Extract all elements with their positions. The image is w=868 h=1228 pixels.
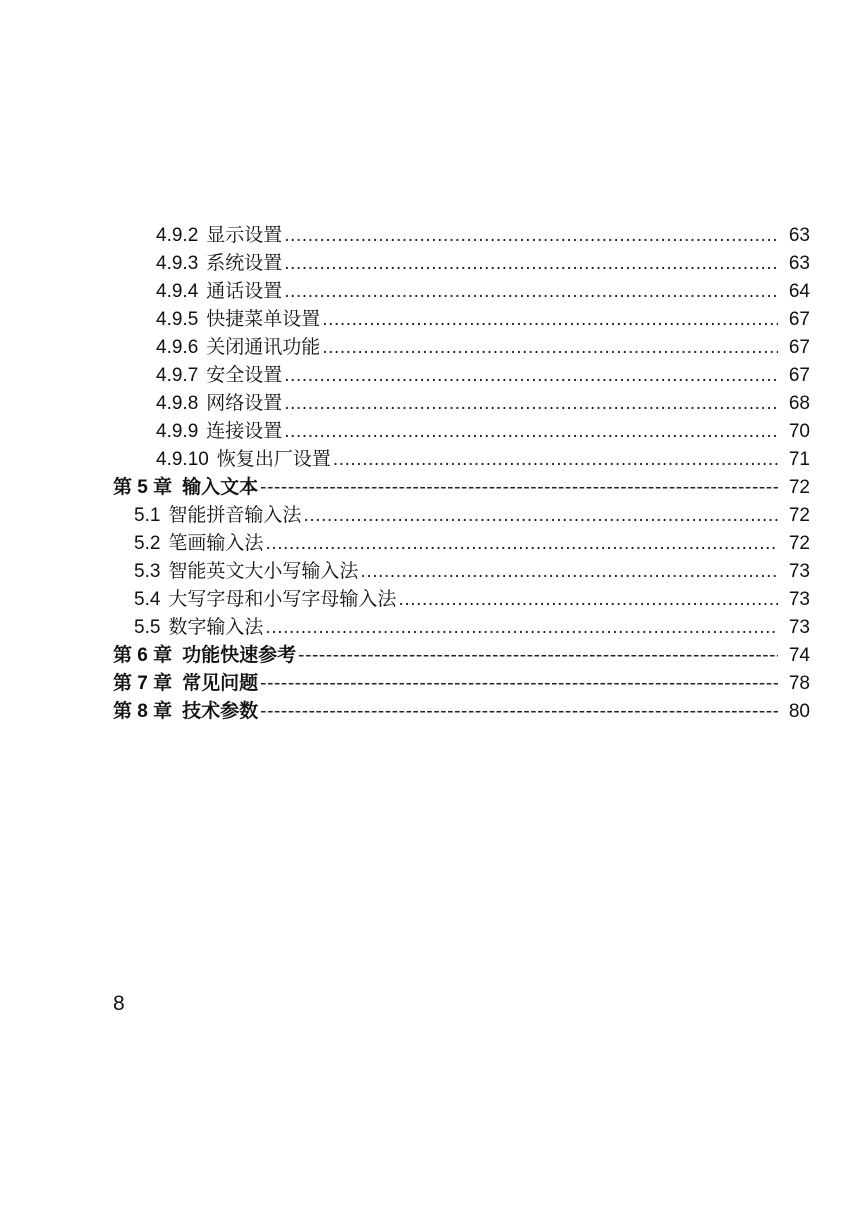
entry-number: 4.9.5 [156,309,199,330]
entry-title: 智能英文大小写输入法 [168,561,359,582]
toc-entry-4-9-2[interactable] [0,222,868,250]
entry-title: 数字输入法 [168,617,264,638]
entry-title: 关闭通讯功能 [206,337,321,358]
dot-leader [284,222,778,250]
entry-title: 快捷菜单设置 [206,309,321,330]
dot-leader [322,334,778,362]
dot-leader [360,558,778,586]
entry-page: 67 [788,337,810,358]
dot-leader [265,614,778,642]
entry-title: 网络设置 [206,393,283,414]
entry-page: 72 [788,505,810,526]
toc-entry-5-5[interactable] [0,614,868,642]
toc-entry-4-9-6[interactable] [0,334,868,362]
entry-number: 5.5 [134,617,161,638]
toc-entry-chapter-8[interactable] [0,698,868,726]
entry-title: 功能快速参考 [182,645,297,666]
entry-page: 73 [788,589,810,610]
entry-number: 4.9.2 [156,225,199,246]
entry-number: 第 7 章 [113,673,173,694]
toc-entry-4-9-8[interactable] [0,390,868,418]
toc-entry-4-9-9[interactable] [0,418,868,446]
entry-number: 5.4 [134,589,161,610]
toc-entry-5-3[interactable] [0,558,868,586]
toc-entry-5-1[interactable] [0,502,868,530]
dash-leader [260,670,778,698]
entry-title: 系统设置 [206,253,283,274]
toc-entry-4-9-7[interactable] [0,362,868,390]
toc-entry-5-4[interactable] [0,586,868,614]
entry-title: 恢复出厂设置 [216,449,331,470]
entry-title: 输入文本 [182,477,259,498]
entry-page: 73 [788,561,810,582]
entry-number: 4.9.4 [156,281,199,302]
entry-page: 67 [788,309,810,330]
entry-page: 63 [788,225,810,246]
table-of-contents [0,222,868,726]
entry-page: 72 [788,477,810,498]
entry-number: 4.9.6 [156,337,199,358]
toc-entry-4-9-5[interactable] [0,306,868,334]
dot-leader [322,306,778,334]
entry-title: 技术参数 [182,701,259,722]
dot-leader [284,278,778,306]
dash-leader [260,474,778,502]
dot-leader [284,390,778,418]
entry-page: 72 [788,533,810,554]
entry-page: 74 [788,645,810,666]
entry-page: 78 [788,673,810,694]
entry-page: 64 [788,281,810,302]
entry-title: 连接设置 [206,421,283,442]
toc-entry-4-9-10[interactable] [0,446,868,474]
dot-leader [398,586,778,614]
entry-page: 68 [788,393,810,414]
dot-leader [303,502,778,530]
entry-title: 显示设置 [206,225,283,246]
entry-page: 73 [788,617,810,638]
entry-page: 71 [788,449,810,470]
entry-page: 63 [788,253,810,274]
dot-leader [284,362,778,390]
entry-title: 大写字母和小写字母输入法 [168,589,397,610]
entry-title: 安全设置 [206,365,283,386]
entry-number: 第 5 章 [113,477,173,498]
toc-entry-chapter-7[interactable] [0,670,868,698]
page-number: 8 [113,992,125,1015]
entry-title: 常见问题 [182,673,259,694]
dot-leader [284,418,778,446]
entry-number: 4.9.8 [156,393,199,414]
entry-number: 5.1 [134,505,161,526]
dash-leader [260,698,778,726]
entry-page: 80 [788,701,810,722]
entry-page: 67 [788,365,810,386]
dot-leader [333,446,778,474]
toc-entry-chapter-5[interactable] [0,474,868,502]
toc-entry-4-9-4[interactable] [0,278,868,306]
dot-leader [265,530,778,558]
entry-page: 70 [788,421,810,442]
entry-number: 第 6 章 [113,645,173,666]
entry-number: 第 8 章 [113,701,173,722]
toc-entry-chapter-6[interactable] [0,642,868,670]
entry-number: 4.9.3 [156,253,199,274]
dot-leader [284,250,778,278]
entry-number: 4.9.9 [156,421,199,442]
entry-number: 5.3 [134,561,161,582]
entry-number: 4.9.7 [156,365,199,386]
dash-leader [298,642,778,670]
toc-entry-5-2[interactable] [0,530,868,558]
entry-number: 4.9.10 [156,449,209,470]
entry-number: 5.2 [134,533,161,554]
entry-title: 笔画输入法 [168,533,264,554]
entry-title: 通话设置 [206,281,283,302]
entry-title: 智能拼音输入法 [168,505,302,526]
toc-entry-4-9-3[interactable] [0,250,868,278]
